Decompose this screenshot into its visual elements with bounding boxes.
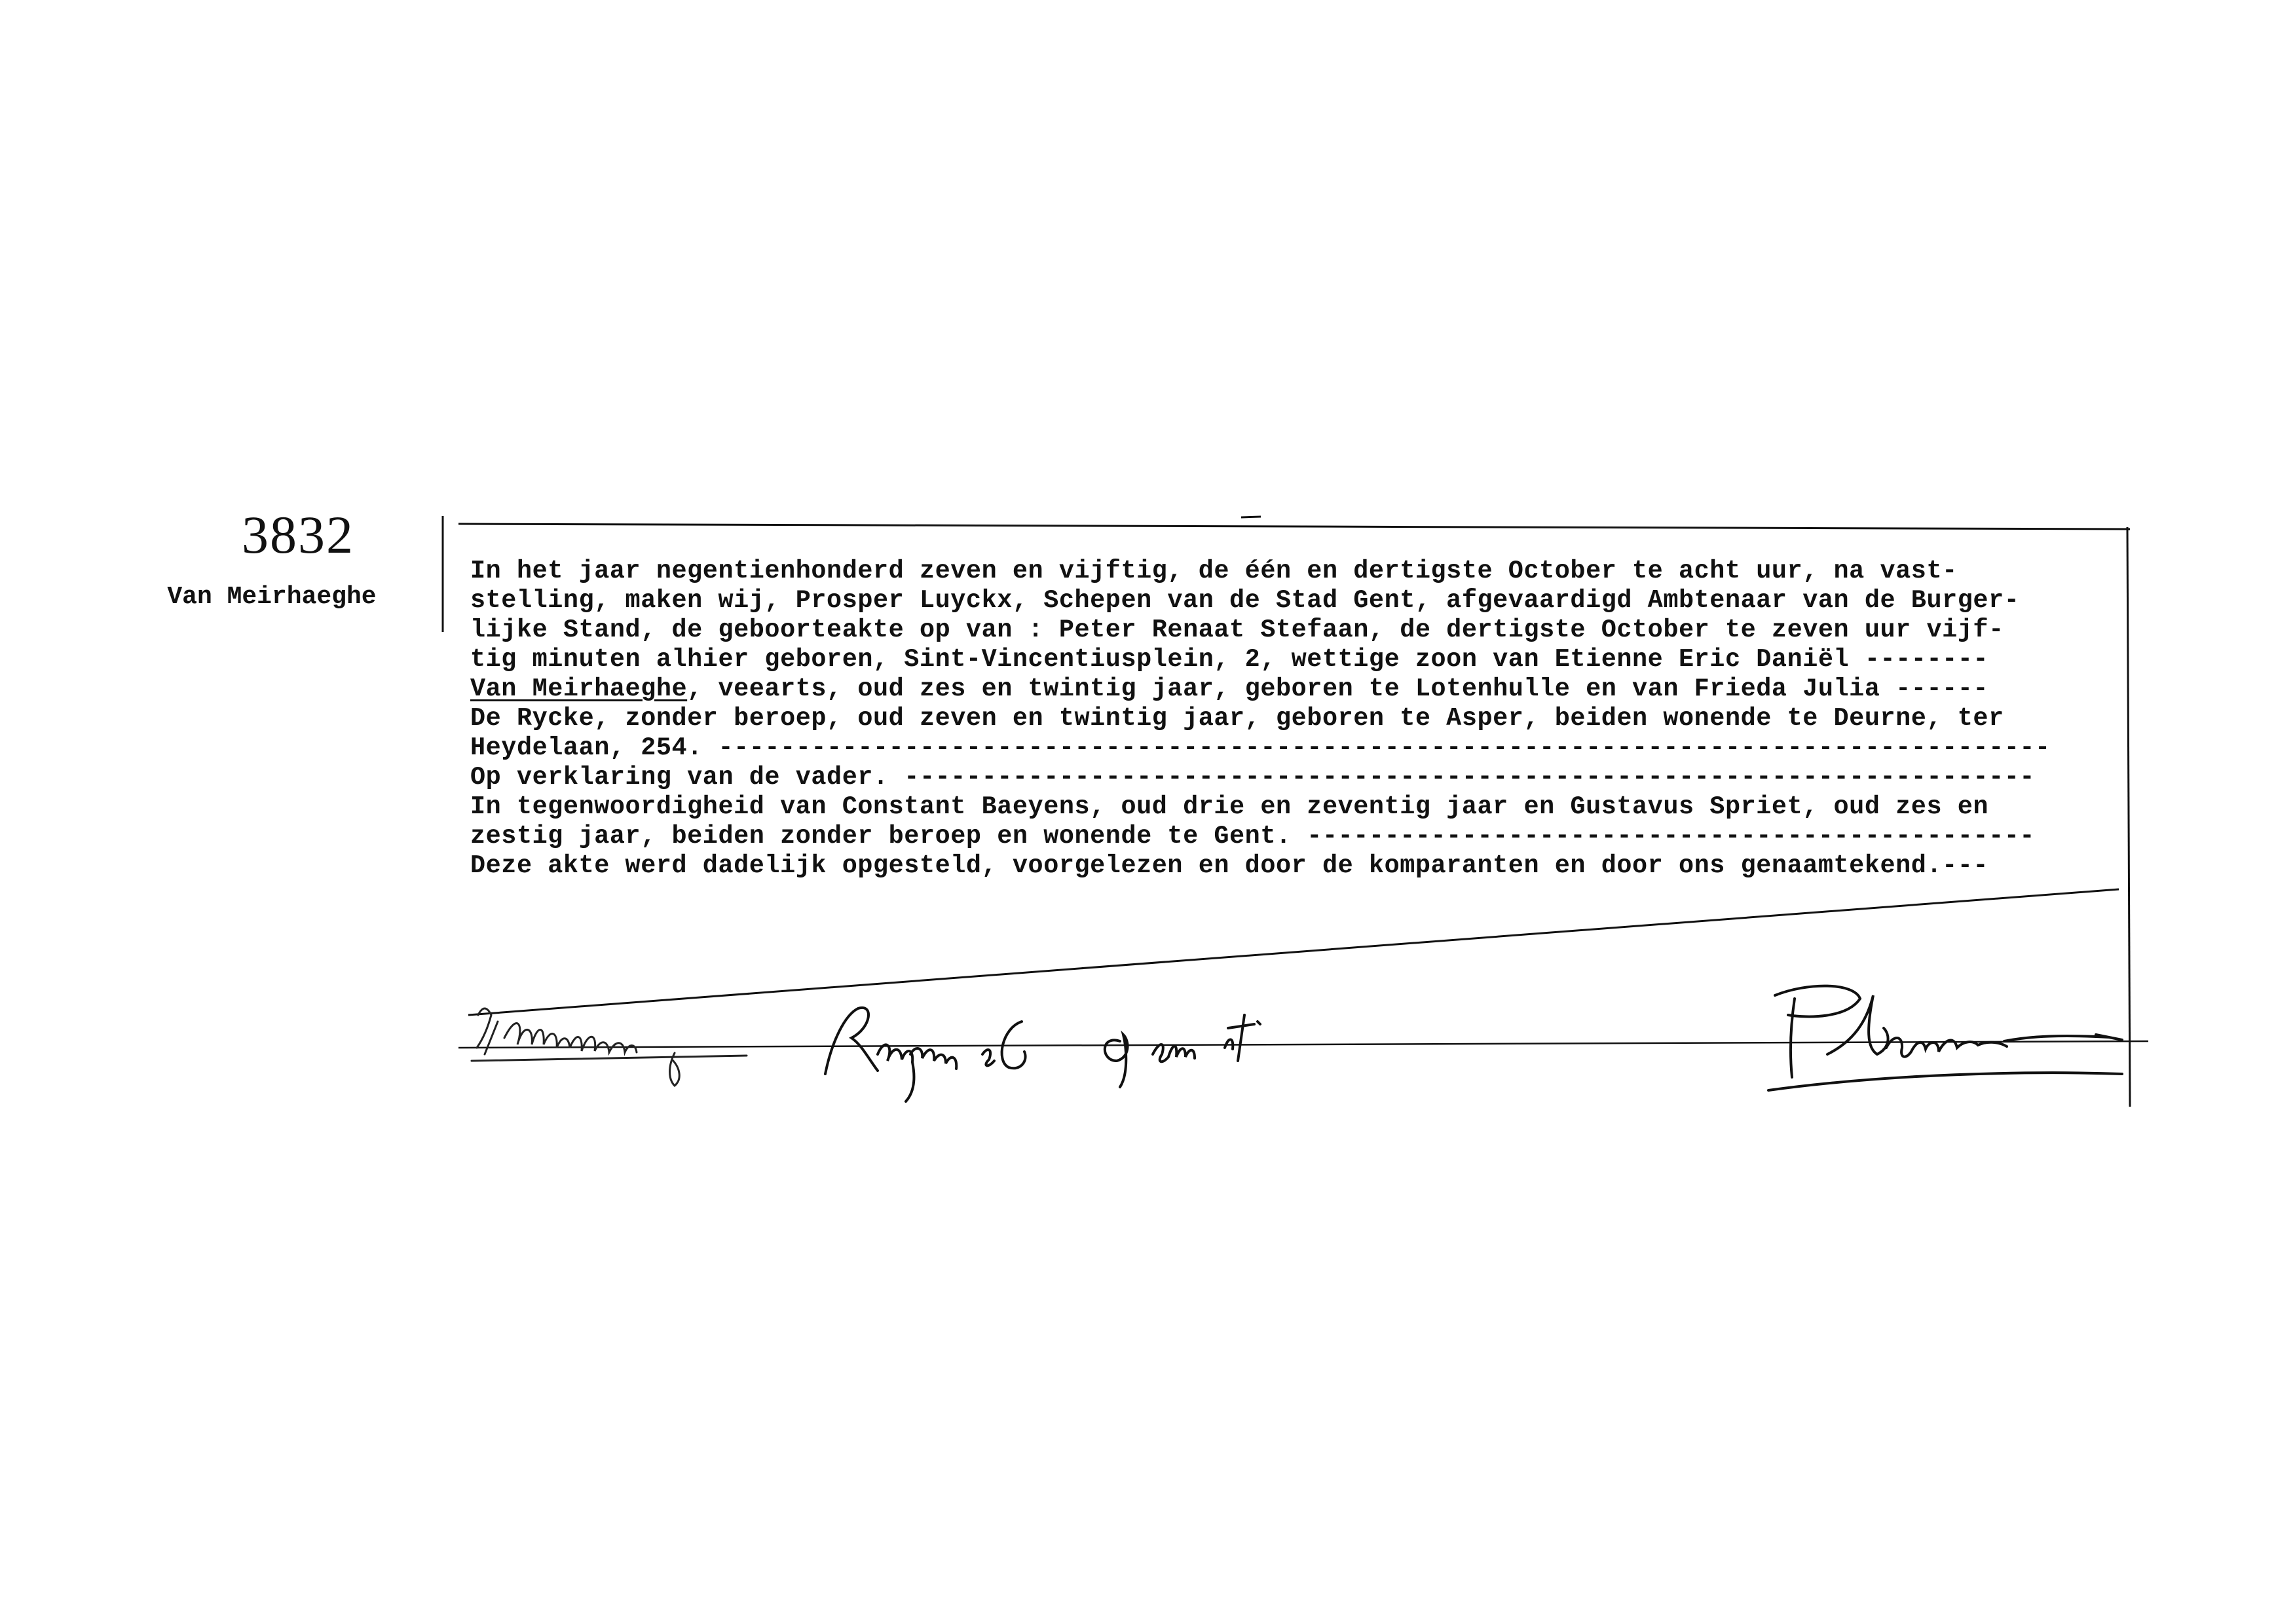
signature-witness-spriet	[1094, 976, 1297, 1107]
act-line: Op verklaring van de vader. -------------------------------------------------------------------------	[470, 763, 2036, 792]
act-line: lijke Stand, de geboorteakte op van : Peter Renaat Stefaan, de dertigste October te zeven uur vijf-	[470, 616, 2004, 644]
signature-witness-baeyens	[812, 976, 1048, 1107]
act-line: In tegenwoordigheid van Constant Baeyens, oud drie en zeventig jaar en Gustavus Spriet, oud zes en	[470, 792, 1989, 821]
act-line-with-surname	[470, 674, 2134, 704]
act-line-continuation: , veearts, oud zes en twintig jaar, geboren te Lotenhulle en van Frieda Julia ------	[687, 674, 1989, 703]
signature-father	[458, 976, 760, 1107]
act-line: zestig jaar, beiden zonder beroep en wonende te Gent. -----------------------------------------------	[470, 822, 2036, 851]
underlined-surname: Van Meirhaeghe	[470, 674, 688, 703]
act-line: Deze akte werd dadelijk opgesteld, voorgelezen en door de komparanten en door ons genaamtekend.---	[470, 851, 1989, 880]
act-line: Heydelaan, 254. --------------------------------------------------------------------------------------	[470, 733, 2051, 762]
act-line: stelling, maken wij, Prosper Luyckx, Schepen van de Stad Gent, afgevaardigd Ambtenaar van de Burger-	[470, 586, 2020, 615]
top-rule	[458, 524, 2130, 529]
act-line: tig minuten alhier geboren, Sint-Vincentiusplein, 2, wettige zoon van Etienne Eric Daniël --------	[470, 645, 1989, 674]
act-line: De Rycke, zonder beroep, oud zeven en twintig jaar, geboren te Asper, beiden wonende te Deurne, ter	[470, 704, 2004, 733]
margin-surname: Van Meirhaeghe	[167, 583, 377, 611]
signature-officer-luyckx	[1755, 976, 2174, 1107]
act-number: 3832	[242, 505, 354, 564]
act-text	[470, 557, 2134, 881]
act-line: In het jaar negentienhonderd zeven en vijftig, de één en dertigste October te acht uur, na vast-	[470, 557, 1958, 585]
